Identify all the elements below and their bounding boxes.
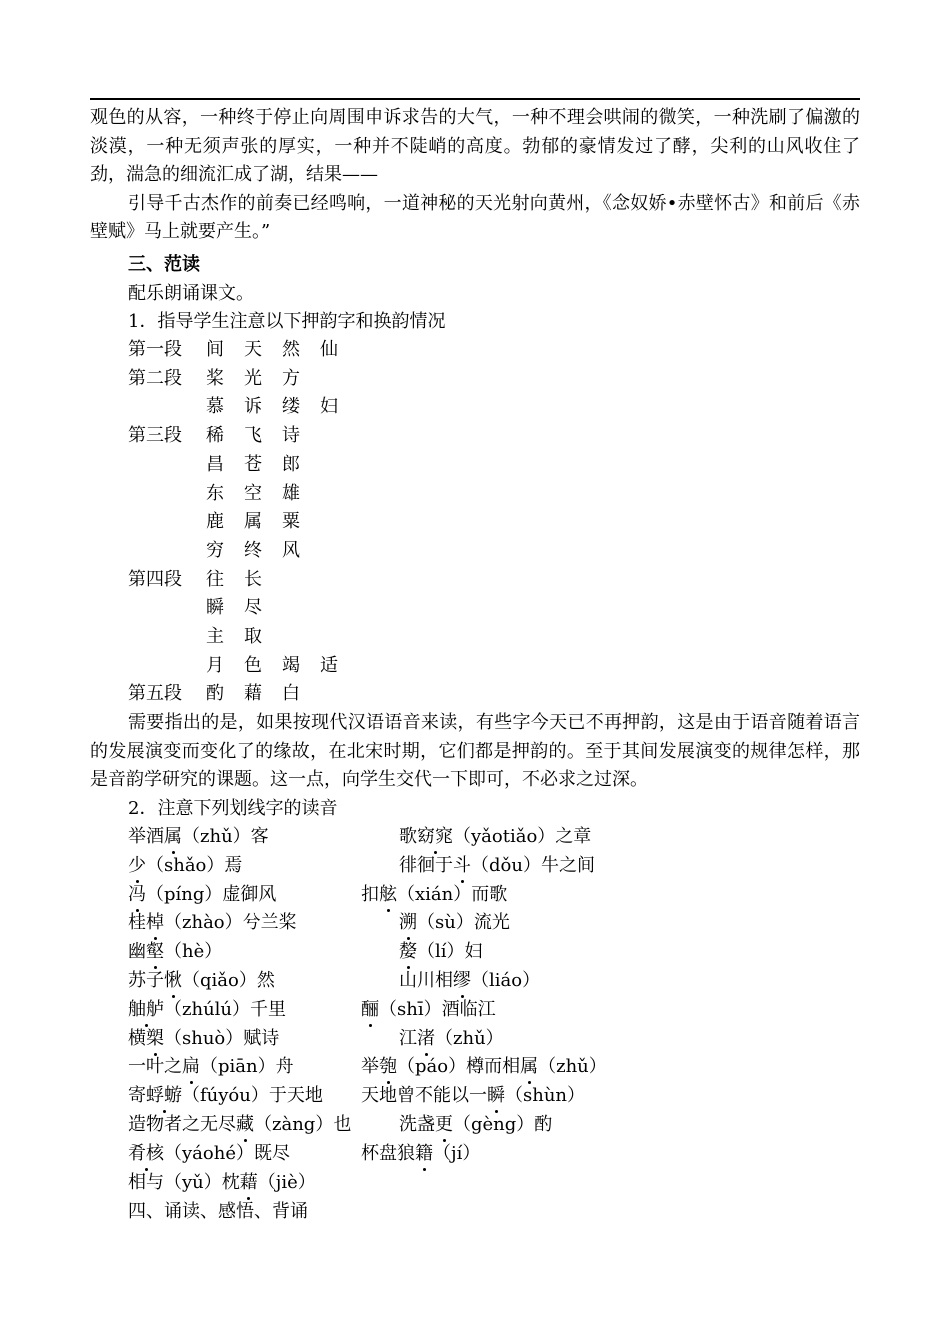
pronunciation-item-right: [399, 909, 510, 937]
pronunciation-item-left: [128, 881, 276, 909]
dotted-character: 棹: [146, 909, 164, 937]
dotted-character: 酾: [361, 996, 379, 1024]
pronunciation-text: （yáohé）既尽: [164, 1142, 290, 1164]
pronunciation-text: （lí）妇: [417, 941, 483, 963]
dotted-character: 扁: [182, 1053, 200, 1081]
rhyme-char: 飞: [244, 425, 262, 447]
dotted-character: 少: [128, 852, 146, 880]
pronunciation-text: （dǒu）牛之间: [471, 854, 595, 876]
rhyme-char: 往: [206, 568, 224, 590]
rhyme-char: 桨: [206, 367, 224, 389]
pronunciation-text: （jiè）: [257, 1171, 316, 1193]
rhyme-section-label: 第一段: [128, 339, 182, 360]
pronunciation-text: （qiǎo）然: [182, 970, 275, 991]
dotted-character: 匏: [379, 1053, 397, 1081]
pronunciation-text: 江: [399, 1027, 417, 1049]
pronunciation-text: 横: [128, 1027, 146, 1049]
rhyme-char: 天: [244, 339, 262, 360]
rhyme-char: 缕: [282, 396, 300, 418]
rhyme-char: 藉: [244, 683, 262, 705]
pronunciation-text: 洗盏: [399, 1114, 435, 1135]
pronunciation-text: 桂: [128, 912, 146, 934]
rhyme-char: 白: [282, 683, 300, 705]
pronunciation-text: （gèng）酌: [453, 1114, 553, 1135]
section-4-heading: 四、诵读、感悟、背诵: [128, 1201, 308, 1222]
pronunciation-item-right: [399, 1111, 552, 1139]
rhyme-section-label: 第三段: [128, 425, 182, 447]
dotted-character: 槊: [146, 1025, 164, 1053]
pronunciation-item-right: [361, 1082, 585, 1110]
pronunciation-text: （shùn）: [505, 1085, 586, 1107]
dotted-character: 藉: [240, 1169, 258, 1197]
intro-block: [90, 104, 860, 247]
dotted-character: 渚: [417, 1025, 435, 1053]
pronunciation-text: （páo）樽而相: [397, 1056, 521, 1078]
dotted-character: 更: [435, 1111, 453, 1139]
pronunciation-text: （zàng）也: [254, 1114, 352, 1135]
pronunciation-text: 相与: [128, 1171, 164, 1193]
dotted-character: 舷: [379, 881, 397, 909]
pronunciation-item-left: [128, 1169, 316, 1197]
rhyme-char: 穷: [206, 539, 224, 561]
pronunciation-text: 举: [361, 1056, 379, 1078]
rhyme-char: 诗: [282, 425, 300, 447]
rhyme-char: 鹿: [206, 511, 224, 533]
rhyme-char: 诉: [244, 396, 262, 418]
rhyme-char: 竭: [282, 654, 300, 676]
rhyme-char: 适: [320, 654, 338, 676]
rhyme-char: 东: [206, 482, 224, 504]
rhyme-char: 月: [206, 654, 224, 676]
pronunciation-item-left: [128, 823, 269, 851]
rhyme-char: 雄: [282, 482, 300, 504]
rhyme-char: 光: [244, 367, 262, 389]
dotted-character: 溯: [399, 909, 417, 937]
rhyme-instruction: 1．指导学生注意以下押韵字和换韵情况: [128, 311, 446, 332]
rhyme-char: 妇: [320, 396, 338, 418]
rhyme-char: 郎: [282, 453, 300, 475]
rhyme-char: 尽: [244, 597, 262, 619]
rhyme-char: 然: [282, 339, 300, 360]
pronunciation-text: 天地曾不能以一: [361, 1085, 487, 1107]
rhyme-char: 间: [206, 339, 224, 360]
pronunciation-text: 造物者之无尽: [128, 1114, 236, 1135]
dotted-character: 蜉蝣: [146, 1082, 182, 1110]
pronunciation-text: 扣: [361, 883, 379, 905]
pronunciation-text: （yǔ）枕: [164, 1171, 240, 1193]
dotted-character: 缪: [453, 967, 471, 995]
pronunciation-text: （zhǔ）客: [182, 826, 269, 847]
dotted-character: 舳舻: [128, 996, 164, 1024]
rhyme-section-label: 第四段: [128, 568, 182, 590]
rhyme-char: 苍: [244, 453, 262, 475]
pronunciation-text: （zhǔ）: [538, 1056, 607, 1078]
rhyme-char: 风: [282, 539, 300, 561]
rhyme-char: 酌: [206, 683, 224, 705]
pronunciation-text: （jí）: [433, 1142, 481, 1164]
pronunciation-text: （hè）: [164, 941, 223, 963]
rhyme-char: 终: [244, 539, 262, 561]
pronunciation-text: （fúyóu）于天地: [182, 1085, 323, 1107]
pronunciation-item-left: [128, 1111, 351, 1139]
pronunciation-text: （xián）而歌: [397, 883, 508, 905]
rhyme-char: 瞬: [206, 597, 224, 619]
note-paragraph: 需要指出的是，如果按现代汉语语音来读，有些字今天已不再押韵，这是由于语音随着语言的发展演变而变化了的缘故，在北宋时期，它们都是押韵的。至于其间发展演变的规律怎样，那是音韵学研究的课题。这一点，向学生交代一下即可，不必求之过深。: [90, 712, 860, 790]
pronunciation-instruction: 2．注意下列划线字的读音: [128, 798, 338, 819]
note-block: [90, 709, 860, 795]
pronunciation-item-left: [128, 967, 275, 995]
rhyme-char: 长: [244, 568, 262, 590]
pronunciation-text: 苏子: [128, 970, 164, 991]
rhyme-char: 稀: [206, 425, 224, 447]
pronunciation-text: 歌: [399, 826, 417, 847]
dotted-character: 属: [520, 1053, 538, 1081]
rhyme-char: 慕: [206, 396, 224, 418]
pronunciation-text: 徘徊于: [399, 854, 453, 876]
pronunciation-item-left: [128, 1140, 290, 1168]
pronunciation-item-right: [399, 1025, 504, 1053]
dotted-character: 嫠: [399, 938, 417, 966]
pronunciation-text: （zhúlú）千里: [164, 998, 287, 1020]
section-3-heading: 三、范读: [128, 254, 200, 275]
pronunciation-text: 幽: [128, 941, 146, 963]
rhyme-section-label: 第二段: [128, 367, 182, 389]
rhyme-char: 昌: [206, 453, 224, 475]
rhyme-char: 仙: [320, 339, 338, 360]
rhyme-char: 属: [244, 511, 262, 533]
pronunciation-text: 山川相: [399, 970, 453, 991]
pronunciation-text: 举酒: [128, 826, 164, 847]
rhyme-char: 取: [244, 626, 262, 647]
pronunciation-item-right: [361, 881, 507, 909]
pronunciation-item-left: [128, 938, 222, 966]
dotted-character: 籍: [415, 1140, 433, 1168]
pronunciation-text: （shuò）赋诗: [164, 1027, 280, 1049]
intro-paragraph-2: 引导千古杰作的前奏已经鸣响，一道神秘的天光射向黄州，《念奴娇•赤壁怀古》和前后《赤壁赋》马上就要产生。”: [90, 192, 860, 242]
pronunciation-item-right: [399, 938, 483, 966]
pronunciation-item-right: [399, 967, 540, 995]
pronunciation-text: （zhào）兮兰桨: [164, 912, 297, 934]
dotted-character: 壑: [146, 938, 164, 966]
pronunciation-item-left: [128, 996, 286, 1024]
dotted-character: 冯: [128, 881, 146, 909]
dotted-character: 窈窕: [417, 823, 453, 851]
pronunciation-text: （shī）酒临江: [379, 998, 496, 1020]
pronunciation-text: （sù）流光: [417, 912, 510, 934]
pronunciation-text: （zhǔ）: [435, 1027, 504, 1049]
pronunciation-item-right: [361, 1053, 607, 1081]
dotted-character: 斗: [453, 852, 471, 880]
pronunciation-text: （shǎo）焉: [146, 854, 243, 876]
pronunciation-item-right: [361, 996, 496, 1024]
pronunciation-item-left: [128, 1025, 279, 1053]
pronunciation-item-left: [128, 909, 297, 937]
pronunciation-item-right: [399, 852, 595, 880]
pronunciation-text: （yǎotiǎo）之章: [453, 826, 592, 847]
pronunciation-item-left: [128, 1053, 294, 1081]
section-3-line: 配乐朗诵课文。: [128, 283, 254, 304]
dotted-character: 瞬: [487, 1082, 505, 1110]
pronunciation-text: 一叶之: [128, 1056, 182, 1078]
rhyme-char: 粟: [282, 511, 300, 533]
rhyme-char: 色: [244, 654, 262, 676]
dotted-character: 愀: [164, 967, 182, 995]
pronunciation-text: 寄: [128, 1085, 146, 1107]
pronunciation-item-left: [128, 852, 242, 880]
dotted-character: 肴核: [128, 1140, 164, 1168]
pronunciation-text: （piān）舟: [200, 1056, 294, 1078]
pronunciation-text: （píng）虚御风: [146, 883, 277, 905]
dotted-character: 藏: [236, 1111, 254, 1139]
pronunciation-item-right: [361, 1140, 480, 1168]
rhyme-char: 主: [206, 626, 224, 647]
pronunciation-item-right: [399, 823, 591, 851]
pronunciation-item-left: [128, 1082, 323, 1110]
rhyme-char: 空: [244, 482, 262, 504]
rhyme-char: 方: [282, 367, 300, 389]
header-rule: [90, 98, 860, 100]
dotted-character: 属: [164, 823, 182, 851]
rhyme-section-label: 第五段: [128, 683, 182, 705]
intro-paragraph-1: 观色的从容，一种终于停止向周围申诉求告的大气，一种不理会哄闹的微笑，一种洗刷了偏激的淡漠，一种无须声张的厚实，一种并不陡峭的高度。勃郁的豪情发过了酵，尖利的山风收住了劲，湍急的细流汇成了湖，结果——: [90, 107, 860, 185]
pronunciation-text: 杯盘狼: [361, 1142, 415, 1164]
pronunciation-text: （liáo）: [471, 970, 541, 991]
